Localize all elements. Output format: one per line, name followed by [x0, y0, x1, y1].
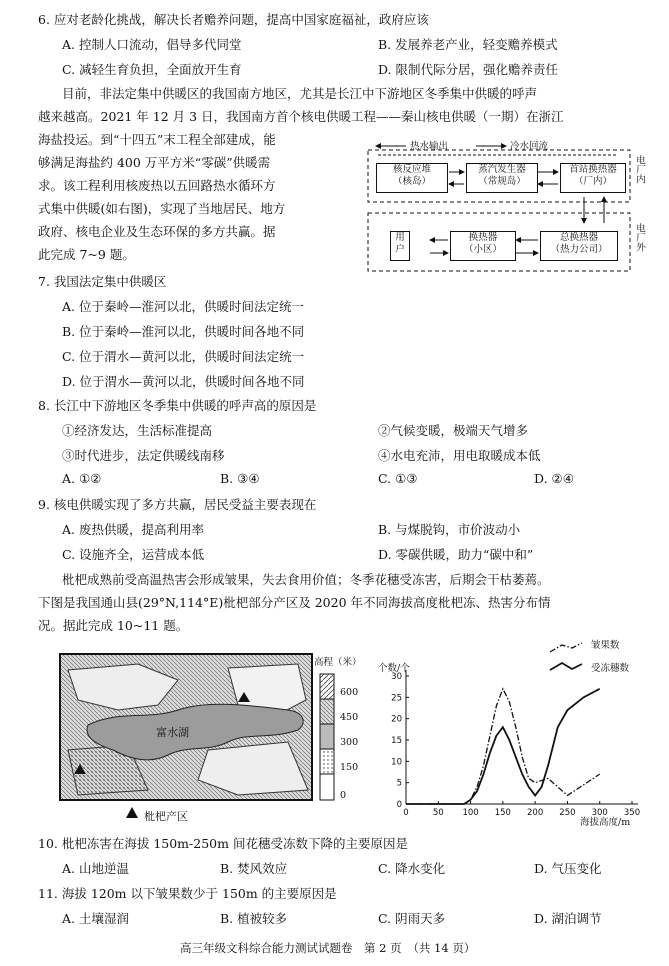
q7-option-a: A. 位于秦岭—淮河以北，供暖时间法定统一	[62, 299, 304, 314]
series-line-frozen-spikes	[406, 689, 600, 804]
q8-option-a: A. ①②	[62, 471, 102, 486]
q8-option-c: C. ①③	[378, 471, 418, 486]
y-tick-label: 30	[391, 672, 402, 682]
x-tick-label: 50	[432, 808, 444, 818]
x-tick-label: 200	[527, 808, 544, 818]
heating-flow-diagram	[366, 135, 646, 275]
steam-label: 蒸汽发生器	[478, 164, 526, 175]
elev-tick-600: 600	[340, 687, 359, 698]
topographic-map	[58, 650, 362, 823]
frost-heat-chart	[372, 636, 662, 832]
passage1-line7: 政府、核电企业及生态环保的多方共赢。据	[38, 224, 276, 239]
passage1-line4: 够满足海盐约 400 万平方米“零碳”供暖需	[38, 155, 271, 170]
y-tick-label: 0	[396, 800, 402, 810]
q7-option-d: D. 位于渭水—黄河以北，供暖时间各地不同	[62, 374, 305, 389]
passage1-line8: 此完成 7~9 题。	[38, 247, 135, 262]
q10-option-c: C. 降水变化	[378, 861, 446, 876]
q9-option-b: B. 与煤脱钩，市价波动小	[378, 522, 521, 537]
q8-statement-2: ②气候变暖，极端天气增多	[378, 423, 529, 438]
q8-option-d: D. ②④	[534, 471, 574, 486]
q9-option-c: C. 设施齐全，运营成本低	[62, 547, 205, 562]
lake-label: 富水湖	[156, 726, 189, 739]
q8-stem: 8. 长江中下游地区冬季集中供暖的呼声高的原因是	[38, 398, 317, 413]
q6-option-a: A. 控制人口流动，倡导多代同堂	[62, 37, 242, 52]
y-tick-label: 5	[396, 778, 402, 789]
user-label-2: 户	[395, 244, 405, 255]
q6-option-c: C. 减轻生育负担，全面放开生育	[62, 62, 242, 77]
q6-stem: 6. 应对老龄化挑战，解决长者赡养问题，提高中国家庭福祉，政府应该	[38, 12, 429, 27]
q8-statement-4: ④水电充沛，用电取暖成本低	[378, 448, 541, 463]
q7-option-c: C. 位于渭水—黄河以北，供暖时间法定统一	[62, 349, 305, 364]
district-hx-sublabel: （小区）	[463, 244, 502, 255]
steam-generator-box	[466, 163, 538, 193]
elev-tick-300: 300	[340, 737, 359, 748]
y-tick-label: 10	[391, 757, 402, 768]
x-tick-label: 150	[494, 808, 511, 818]
region-legend-triangle	[126, 807, 138, 818]
q6-option-b: B. 发展养老产业，轻变赡养模式	[378, 37, 558, 52]
passage1-line5: 求。该工程利用核废热以五回路热水循环方	[38, 178, 276, 193]
district-heat-exchanger-box	[450, 231, 516, 261]
passage1-line6: 式集中供暖(如右图)，实现了当地居民、地方	[38, 201, 286, 216]
y-tick-label: 15	[391, 736, 402, 746]
q11-option-a: A. 土壤湿润	[62, 911, 129, 926]
x-tick-label: 100	[462, 808, 479, 818]
chart-ylabel: 个数/个	[378, 663, 410, 674]
user-label-1: 用	[395, 232, 405, 243]
q9-option-d: D. 零碳供暖，助力“碳中和”	[378, 547, 534, 562]
passage2-line1: 枇杷成熟前受高温热害会形成皱果，失去食用价值；冬季花穗受冻害，后期会干枯萎蔫。	[62, 572, 550, 587]
passage1-line3: 海盐投运。到“十四五”末工程全部建成，能	[38, 132, 276, 147]
q10-option-a: A. 山地逆温	[62, 861, 129, 876]
q11-option-b: B. 植被较多	[220, 911, 288, 926]
legend-wrinkled-sample	[550, 643, 582, 652]
passage2-line3: 况。据此完成 10~11 题。	[38, 618, 189, 633]
user-box	[390, 231, 410, 261]
passage1-line1: 目前，非法定集中供暖区的我国南方地区，尤其是长江中下游地区冬季集中供暖的呼声	[62, 86, 538, 101]
q9-option-a: A. 废热供暖，提高利用率	[62, 522, 204, 537]
y-tick-label: 25	[391, 693, 402, 704]
q8-statement-1: ①经济发达，生活标准提高	[62, 423, 213, 438]
q7-option-b: B. 位于秦岭—淮河以北，供暖时间各地不同	[62, 324, 305, 339]
page-footer: 高三年级文科综合能力测试试题卷 第 2 页 （共 14 页）	[180, 941, 476, 955]
first-heat-exchanger-box	[560, 163, 626, 193]
passage1-line2: 越来越高。2021 年 12 月 3 日，我国南方首个核电供暖工程——秦山核电供暖（一期）在浙江	[38, 109, 564, 124]
steam-sublabel: （常规岛）	[478, 176, 526, 187]
main-hx-label: 总换热器	[559, 232, 598, 243]
x-tick-label: 300	[591, 808, 608, 818]
elev-tick-150: 150	[340, 762, 359, 773]
main-hx-sublabel: （热力公司）	[550, 244, 608, 255]
chart-xlabel: 海拔高度/m	[580, 817, 631, 828]
inside-plant-label: 电厂内	[634, 155, 645, 184]
elev-tick-450: 450	[340, 712, 359, 723]
q11-option-c: C. 阴雨天多	[378, 911, 446, 926]
q9-stem: 9. 核电供暖实现了多方共赢，居民受益主要表现在	[38, 497, 317, 512]
q7-stem: 7. 我国法定集中供暖区	[38, 274, 167, 289]
reactor-box	[376, 163, 448, 193]
map-drawing	[58, 650, 358, 820]
legend-frozen-sample	[550, 663, 582, 670]
q10-stem: 10. 枇杷冻害在海拔 150m-250m 间花穗受冻数下降的主要原因是	[38, 836, 408, 851]
first-hx-label: 首站换热器	[569, 164, 617, 175]
legend-frozen-label: 受冻穗数	[591, 663, 630, 674]
q11-stem: 11. 海拔 120m 以下皱果数少于 150m 的主要原因是	[38, 886, 337, 901]
passage2-line2: 下图是我国通山县(29°N,114°E)枇杷部分产区及 2020 年不同海拔高度枇杷冻、热害分布情	[38, 595, 551, 610]
series-line-wrinkled-fruit	[406, 689, 600, 804]
q6-option-d: D. 限制代际分居，强化赡养责任	[378, 62, 559, 77]
legend-wrinkled-label: 皱果数	[591, 640, 620, 651]
q10-option-b: B. 焚风效应	[220, 861, 288, 876]
elev-tick-0: 0	[340, 790, 347, 801]
main-heat-exchanger-box	[540, 231, 618, 261]
outside-plant-label: 电厂外	[634, 223, 645, 252]
q10-option-d: D. 气压变化	[534, 861, 602, 876]
x-tick-label: 250	[559, 808, 576, 818]
y-tick-label: 20	[391, 714, 402, 725]
x-tick-label: 0	[403, 808, 409, 818]
cold-water-return-label: 冷水回流	[510, 141, 549, 152]
region-legend-label: 枇杷产区	[144, 810, 188, 823]
q11-option-d: D. 湖泊调节	[534, 911, 602, 926]
elevation-title: 高程（米）	[314, 657, 362, 668]
q8-option-b: B. ③④	[220, 471, 260, 486]
x-tick-label: 350	[623, 808, 641, 818]
first-hx-sublabel: （厂内）	[573, 176, 612, 187]
hot-water-out-label: 热水输出	[410, 141, 449, 152]
reactor-label: 核反应堆	[392, 164, 431, 175]
reactor-sublabel: （核岛）	[392, 176, 431, 187]
district-hx-label: 换热器	[468, 232, 498, 243]
q8-statement-3: ③时代进步，法定供暖线南移	[62, 448, 225, 463]
